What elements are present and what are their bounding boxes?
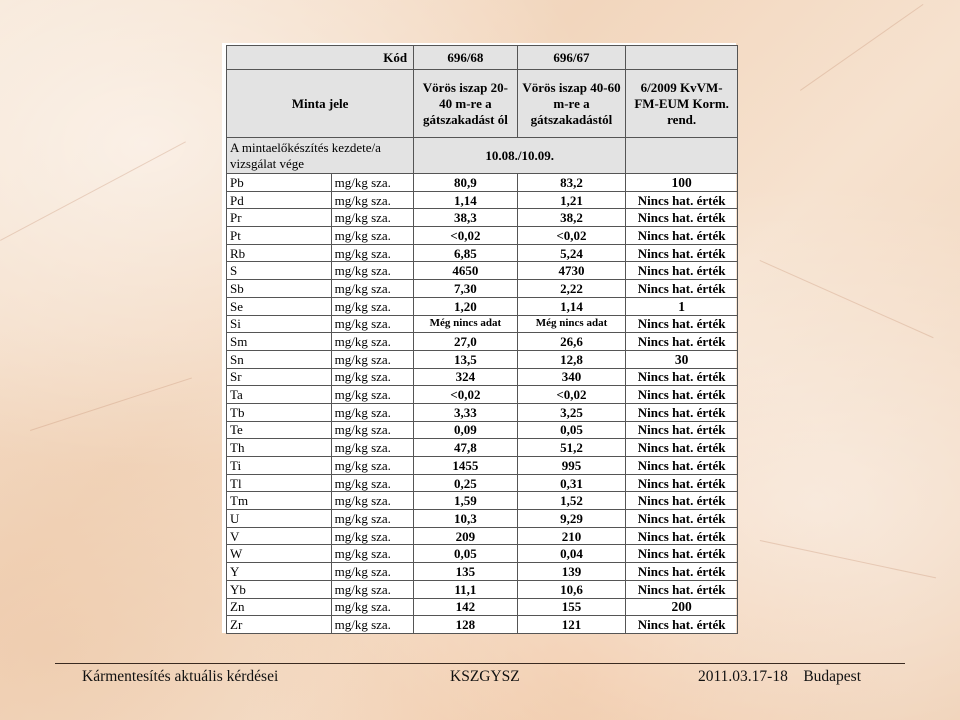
col3-code-empty (626, 46, 738, 70)
value-sample-696-68: 7,30 (414, 280, 518, 298)
marble-vein (0, 141, 186, 240)
limit-value: Nincs hat. érték (626, 457, 738, 475)
table-row (227, 439, 738, 457)
element-symbol: Th (227, 439, 332, 457)
value-sample-696-67: 0,04 (517, 545, 626, 563)
unit-cell: mg/kg sza. (331, 227, 413, 245)
value-sample-696-67: 83,2 (517, 174, 626, 192)
value-sample-696-68: 135 (414, 563, 518, 581)
limit-value: Nincs hat. érték (626, 227, 738, 245)
value-sample-696-67: 1,52 (517, 492, 626, 510)
limit-value: Nincs hat. érték (626, 474, 738, 492)
value-sample-696-67: <0,02 (517, 227, 626, 245)
limit-value: Nincs hat. érték (626, 580, 738, 598)
limit-value: Nincs hat. érték (626, 527, 738, 545)
value-sample-696-68: 142 (414, 598, 518, 616)
value-sample-696-68: 3,33 (414, 403, 518, 421)
marble-vein (760, 260, 934, 338)
value-sample-696-67: 5,24 (517, 244, 626, 262)
unit-cell: mg/kg sza. (331, 492, 413, 510)
element-symbol: Zn (227, 598, 332, 616)
unit-cell: mg/kg sza. (331, 368, 413, 386)
value-sample-696-68: 47,8 (414, 439, 518, 457)
limit-value: 100 (626, 174, 738, 192)
element-symbol: S (227, 262, 332, 280)
limit-value: Nincs hat. érték (626, 386, 738, 404)
col2-desc: Vörös iszap 40-60 m-re a gátszakadástól (517, 70, 626, 138)
unit-cell: mg/kg sza. (331, 244, 413, 262)
table-row (227, 368, 738, 386)
limit-value: Nincs hat. érték (626, 403, 738, 421)
table-row (227, 474, 738, 492)
value-sample-696-67: 1,21 (517, 191, 626, 209)
element-symbol: Sn (227, 350, 332, 368)
unit-cell: mg/kg sza. (331, 616, 413, 634)
value-sample-696-68: 0,09 (414, 421, 518, 439)
marble-vein (760, 540, 936, 578)
element-symbol: Pt (227, 227, 332, 245)
unit-cell: mg/kg sza. (331, 403, 413, 421)
element-symbol: Sb (227, 280, 332, 298)
unit-cell: mg/kg sza. (331, 315, 413, 333)
footer-title: Kármentesítés aktuális kérdései (82, 668, 279, 685)
table-row (227, 280, 738, 298)
unit-cell: mg/kg sza. (331, 262, 413, 280)
element-symbol: Sm (227, 333, 332, 351)
value-sample-696-67: 340 (517, 368, 626, 386)
value-sample-696-68: 27,0 (414, 333, 518, 351)
value-sample-696-67: 51,2 (517, 439, 626, 457)
element-symbol: Sr (227, 368, 332, 386)
results-table-panel (222, 43, 736, 633)
element-symbol: W (227, 545, 332, 563)
limit-value: Nincs hat. érték (626, 563, 738, 581)
col3-desc: 6/2009 KvVM-FM-EUM Korm. rend. (626, 70, 738, 138)
table-row (227, 457, 738, 475)
element-symbol: Y (227, 563, 332, 581)
table-row (227, 350, 738, 368)
table-row (227, 244, 738, 262)
limit-value: Nincs hat. érték (626, 616, 738, 634)
value-sample-696-68: 38,3 (414, 209, 518, 227)
element-symbol: Si (227, 315, 332, 333)
col2-code: 696/67 (517, 46, 626, 70)
table-row (227, 209, 738, 227)
unit-cell: mg/kg sza. (331, 350, 413, 368)
value-sample-696-68: 4650 (414, 262, 518, 280)
unit-cell: mg/kg sza. (331, 297, 413, 315)
limit-value: Nincs hat. érték (626, 262, 738, 280)
date-value: 10.08./10.09. (414, 138, 626, 174)
element-symbol: Se (227, 297, 332, 315)
value-sample-696-67: <0,02 (517, 386, 626, 404)
unit-cell: mg/kg sza. (331, 209, 413, 227)
table-row (227, 403, 738, 421)
element-symbol: Tb (227, 403, 332, 421)
value-sample-696-67: 3,25 (517, 403, 626, 421)
limit-value: Nincs hat. érték (626, 510, 738, 528)
unit-cell: mg/kg sza. (331, 439, 413, 457)
value-sample-696-68: 1,14 (414, 191, 518, 209)
table-row (227, 174, 738, 192)
date-label: A mintaelőkészítés kezdete/a vizsgálat vége (227, 138, 414, 174)
table-row (227, 510, 738, 528)
limit-value: Nincs hat. érték (626, 333, 738, 351)
limit-value: Nincs hat. érték (626, 545, 738, 563)
table-row (227, 333, 738, 351)
unit-cell: mg/kg sza. (331, 598, 413, 616)
value-sample-696-68: 80,9 (414, 174, 518, 192)
table-row (227, 580, 738, 598)
value-sample-696-67: 10,6 (517, 580, 626, 598)
limit-value: Nincs hat. érték (626, 280, 738, 298)
unit-cell: mg/kg sza. (331, 333, 413, 351)
table-row (227, 386, 738, 404)
date-empty (626, 138, 738, 174)
kod-label: Kód (227, 46, 414, 70)
limit-value: Nincs hat. érték (626, 315, 738, 333)
limit-value: 1 (626, 297, 738, 315)
value-sample-696-68: 13,5 (414, 350, 518, 368)
value-sample-696-67: 0,31 (517, 474, 626, 492)
table-row (227, 262, 738, 280)
value-sample-696-67: 155 (517, 598, 626, 616)
unit-cell: mg/kg sza. (331, 421, 413, 439)
element-symbol: Rb (227, 244, 332, 262)
value-sample-696-67: 210 (517, 527, 626, 545)
unit-cell: mg/kg sza. (331, 174, 413, 192)
element-symbol: Pr (227, 209, 332, 227)
limit-value: 200 (626, 598, 738, 616)
marble-vein (800, 4, 923, 91)
value-sample-696-67: 995 (517, 457, 626, 475)
table-row (227, 227, 738, 245)
limit-value: Nincs hat. érték (626, 368, 738, 386)
footer-organization: KSZGYSZ (450, 668, 520, 685)
value-sample-696-67: 9,29 (517, 510, 626, 528)
value-sample-696-67: 139 (517, 563, 626, 581)
element-symbol: Ta (227, 386, 332, 404)
element-symbol: Pd (227, 191, 332, 209)
element-symbol: Pb (227, 174, 332, 192)
value-sample-696-67: 1,14 (517, 297, 626, 315)
unit-cell: mg/kg sza. (331, 386, 413, 404)
value-sample-696-68: 6,85 (414, 244, 518, 262)
value-sample-696-67: 4730 (517, 262, 626, 280)
limit-value: Nincs hat. érték (626, 492, 738, 510)
limit-value: Nincs hat. érték (626, 209, 738, 227)
unit-cell: mg/kg sza. (331, 474, 413, 492)
table-row (227, 563, 738, 581)
value-sample-696-68: <0,02 (414, 227, 518, 245)
value-sample-696-68: <0,02 (414, 386, 518, 404)
value-sample-696-68: 1,59 (414, 492, 518, 510)
value-sample-696-68: 209 (414, 527, 518, 545)
value-sample-696-68: Még nincs adat (414, 315, 518, 333)
table-row (227, 527, 738, 545)
value-sample-696-67: 26,6 (517, 333, 626, 351)
value-sample-696-68: 1,20 (414, 297, 518, 315)
footer-date-place: 2011.03.17-18 Budapest (698, 668, 862, 685)
value-sample-696-68: 10,3 (414, 510, 518, 528)
limit-value: Nincs hat. érték (626, 439, 738, 457)
results-table (226, 45, 738, 634)
value-sample-696-67: 2,22 (517, 280, 626, 298)
marble-vein (30, 377, 192, 430)
value-sample-696-67: 121 (517, 616, 626, 634)
limit-value: Nincs hat. érték (626, 191, 738, 209)
element-symbol: Te (227, 421, 332, 439)
unit-cell: mg/kg sza. (331, 580, 413, 598)
unit-cell: mg/kg sza. (331, 191, 413, 209)
value-sample-696-67: 0,05 (517, 421, 626, 439)
element-symbol: Tl (227, 474, 332, 492)
element-symbol: V (227, 527, 332, 545)
limit-value: Nincs hat. érték (626, 244, 738, 262)
table-row (227, 191, 738, 209)
value-sample-696-67: 12,8 (517, 350, 626, 368)
footer-divider (55, 663, 905, 664)
unit-cell: mg/kg sza. (331, 280, 413, 298)
unit-cell: mg/kg sza. (331, 527, 413, 545)
unit-cell: mg/kg sza. (331, 510, 413, 528)
value-sample-696-68: 1455 (414, 457, 518, 475)
value-sample-696-68: 324 (414, 368, 518, 386)
limit-value: Nincs hat. érték (626, 421, 738, 439)
element-symbol: Tm (227, 492, 332, 510)
table-row (227, 421, 738, 439)
element-symbol: U (227, 510, 332, 528)
element-symbol: Zr (227, 616, 332, 634)
element-symbol: Yb (227, 580, 332, 598)
unit-cell: mg/kg sza. (331, 545, 413, 563)
value-sample-696-67: Még nincs adat (517, 315, 626, 333)
element-symbol: Ti (227, 457, 332, 475)
table-row (227, 616, 738, 634)
value-sample-696-68: 128 (414, 616, 518, 634)
table-row (227, 315, 738, 333)
value-sample-696-68: 11,1 (414, 580, 518, 598)
col1-desc: Vörös iszap 20-40 m-re a gátszakadást ól (414, 70, 518, 138)
table-row (227, 492, 738, 510)
unit-cell: mg/kg sza. (331, 563, 413, 581)
value-sample-696-68: 0,05 (414, 545, 518, 563)
value-sample-696-68: 0,25 (414, 474, 518, 492)
table-row (227, 297, 738, 315)
col1-code: 696/68 (414, 46, 518, 70)
table-row (227, 545, 738, 563)
value-sample-696-67: 38,2 (517, 209, 626, 227)
unit-cell: mg/kg sza. (331, 457, 413, 475)
limit-value: 30 (626, 350, 738, 368)
table-row (227, 598, 738, 616)
minta-jele-label: Minta jele (227, 70, 414, 138)
